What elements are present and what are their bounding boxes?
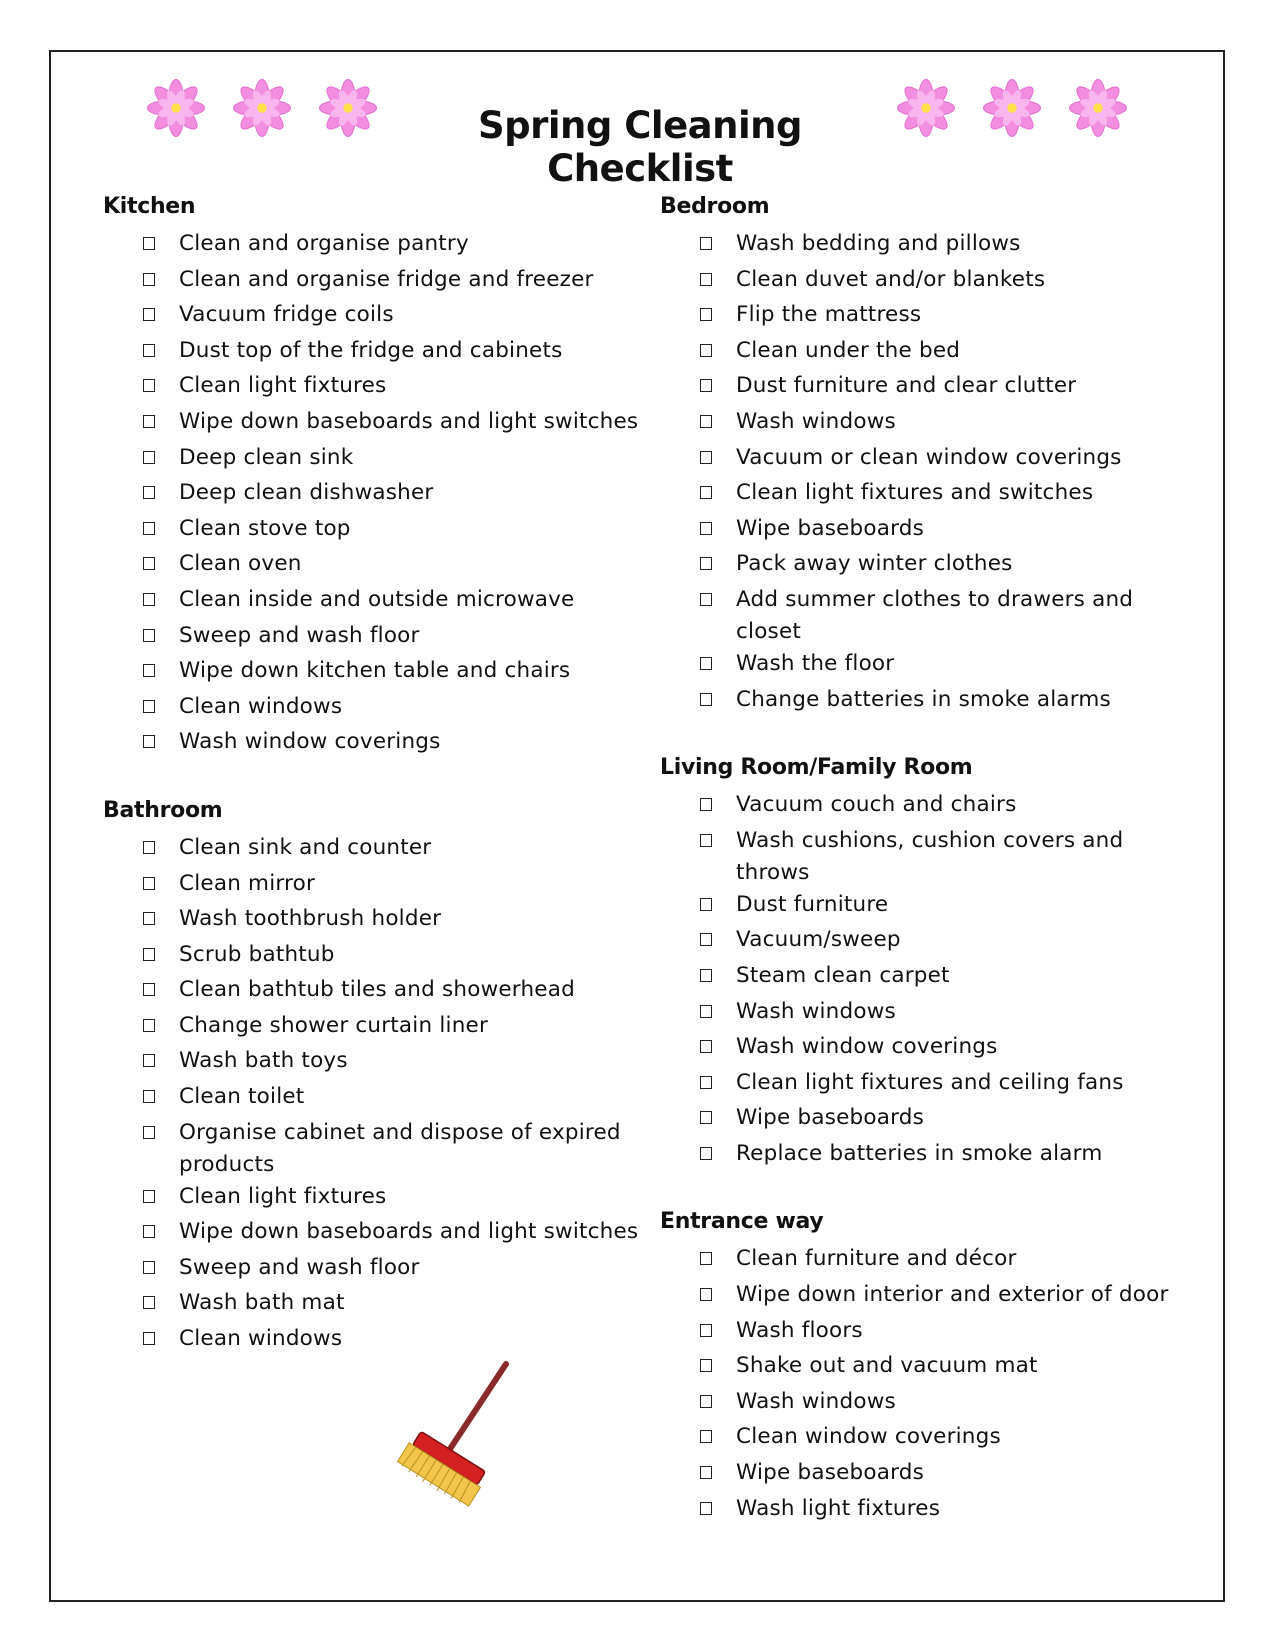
checklist-item[interactable] <box>143 726 643 762</box>
checkbox-icon[interactable] <box>700 415 712 428</box>
checklist-item[interactable] <box>143 1252 643 1288</box>
checkbox-icon[interactable] <box>143 1332 155 1345</box>
checklist-item[interactable] <box>700 1243 1200 1279</box>
section-title-bathroom: Bathroom <box>103 797 223 823</box>
checkbox-icon[interactable] <box>143 1296 155 1309</box>
checklist-item[interactable] <box>143 1323 643 1359</box>
section-bedroom <box>660 192 1200 719</box>
checkbox-icon[interactable] <box>143 877 155 890</box>
checkbox-icon[interactable] <box>143 1190 155 1203</box>
checkbox-icon[interactable] <box>143 593 155 606</box>
left-column <box>103 192 643 1393</box>
checklist-item-label: Clean light fixtures <box>179 1183 387 1209</box>
checklist-item-label: Wash bath toys <box>179 1048 348 1074</box>
checklist-item-label: Vacuum fridge coils <box>179 302 394 328</box>
checklist-item-label: Steam clean carpet <box>736 962 950 988</box>
checklist-item[interactable] <box>143 655 643 691</box>
checkbox-icon[interactable] <box>700 1111 712 1124</box>
checklist-item[interactable] <box>143 1181 643 1217</box>
checklist-item[interactable] <box>700 584 1200 648</box>
checklist-item-label: Dust top of the fridge and cabinets <box>179 337 563 363</box>
checklist-item-label: Wash windows <box>736 408 896 434</box>
flower-icon <box>136 70 216 146</box>
checklist-item[interactable] <box>700 299 1200 335</box>
checkbox-icon[interactable] <box>700 379 712 392</box>
checklist-item-label: Clean toilet <box>179 1084 305 1110</box>
section-bathroom <box>103 796 643 1359</box>
checklist-item[interactable] <box>700 889 1200 925</box>
checklist-item-label: Clean under the bed <box>736 337 961 363</box>
checklist-item[interactable] <box>143 1216 643 1252</box>
checkbox-icon[interactable] <box>143 308 155 321</box>
checkbox-icon[interactable] <box>143 273 155 286</box>
flower-icon <box>308 70 388 146</box>
checklist-item[interactable] <box>700 1279 1200 1315</box>
checkbox-icon[interactable] <box>143 983 155 996</box>
checklist-item[interactable] <box>700 264 1200 300</box>
checklist-item[interactable] <box>700 684 1200 720</box>
checklist-item-label: Clean light fixtures and switches <box>736 480 1094 506</box>
checkbox-icon[interactable] <box>143 1054 155 1067</box>
section-title-kitchen: Kitchen <box>103 194 196 219</box>
checklist-item-label: Shake out and vacuum mat <box>736 1353 1038 1379</box>
checklist-item-label: Change batteries in smoke alarms <box>736 686 1111 712</box>
checklist-item[interactable] <box>700 1350 1200 1386</box>
checkbox-icon[interactable] <box>143 379 155 392</box>
checkbox-icon[interactable] <box>700 522 712 535</box>
checklist-item[interactable] <box>143 228 643 264</box>
checklist-item-label: Vacuum or clean window coverings <box>736 444 1122 470</box>
checklist-item[interactable] <box>143 548 643 584</box>
checkbox-icon[interactable] <box>700 237 712 250</box>
checkbox-icon[interactable] <box>143 237 155 250</box>
checklist-item-label: Clean duvet and/or blankets <box>736 266 1046 292</box>
checklist-item[interactable] <box>700 825 1200 889</box>
page-title: Spring Cleaning Checklist <box>477 104 803 190</box>
section-kitchen <box>103 192 643 762</box>
checklist-item[interactable] <box>143 1287 643 1323</box>
checkbox-icon[interactable] <box>700 933 712 946</box>
checkbox-icon[interactable] <box>700 1502 712 1515</box>
checkbox-icon[interactable] <box>143 735 155 748</box>
checkbox-icon[interactable] <box>700 273 712 286</box>
checkbox-icon[interactable] <box>700 593 712 606</box>
checklist-item[interactable] <box>143 903 643 939</box>
checklist-item[interactable] <box>700 370 1200 406</box>
checkbox-icon[interactable] <box>700 1395 712 1408</box>
checklist-item-label: Wash light fixtures <box>736 1495 941 1521</box>
checklist-item[interactable] <box>143 406 643 442</box>
right-column <box>660 192 1200 1562</box>
checklist-item[interactable] <box>700 1493 1200 1529</box>
checkbox-icon[interactable] <box>700 898 712 911</box>
checklist-item-label: Wipe baseboards <box>736 1460 925 1486</box>
checklist-item-label: Sweep and wash floor <box>179 622 420 648</box>
checkbox-icon[interactable] <box>143 841 155 854</box>
checkbox-icon[interactable] <box>143 948 155 961</box>
checklist-item-label: Pack away winter clothes <box>736 551 1013 577</box>
checklist-item[interactable] <box>143 939 643 975</box>
checklist-item-label: Dust furniture <box>736 891 889 917</box>
checklist-item-label: Vacuum/sweep <box>736 927 901 953</box>
checklist-item-label: Wash bath mat <box>179 1290 345 1316</box>
flower-icon <box>1058 70 1138 146</box>
checkbox-icon[interactable] <box>700 1430 712 1443</box>
checklist-kitchen <box>103 228 643 762</box>
checklist-item-label: Clean inside and outside microwave <box>179 586 575 612</box>
checkbox-icon[interactable] <box>700 1252 712 1265</box>
checklist-item[interactable] <box>700 1102 1200 1138</box>
checklist-item[interactable] <box>700 924 1200 960</box>
checkbox-icon[interactable] <box>700 308 712 321</box>
checklist-item-label: Wipe down baseboards and light switches <box>179 1219 639 1245</box>
checklist-item-label: Sweep and wash floor <box>179 1254 420 1280</box>
checklist-item[interactable] <box>143 584 643 620</box>
checklist-item-label: Wipe baseboards <box>736 515 925 541</box>
checkbox-icon[interactable] <box>700 798 712 811</box>
checkbox-icon[interactable] <box>700 1466 712 1479</box>
checklist-item-label: Wash cushions, cushion covers and throws <box>736 827 1124 885</box>
checklist-item-label: Wash windows <box>736 1388 896 1414</box>
checkbox-icon[interactable] <box>700 486 712 499</box>
checkbox-icon[interactable] <box>143 557 155 570</box>
checklist-item[interactable] <box>143 442 643 478</box>
checklist-item[interactable] <box>143 974 643 1010</box>
checklist-item[interactable] <box>143 299 643 335</box>
checkbox-icon[interactable] <box>143 912 155 925</box>
checklist-item[interactable] <box>143 335 643 371</box>
checkbox-icon[interactable] <box>700 693 712 706</box>
checklist-item[interactable] <box>143 370 643 406</box>
checklist-item-label: Wipe baseboards <box>736 1105 925 1131</box>
checklist-item-label: Change shower curtain liner <box>179 1012 488 1038</box>
checkbox-icon[interactable] <box>700 1324 712 1337</box>
checklist-item[interactable] <box>143 513 643 549</box>
checklist-item-label: Clean and organise pantry <box>179 231 469 256</box>
checklist-item-label: Clean sink and counter <box>179 834 432 860</box>
checklist-item-label: Dust furniture and clear clutter <box>736 373 1077 399</box>
checkbox-icon[interactable] <box>143 1126 155 1139</box>
checklist-item-label: Deep clean dishwasher <box>179 480 434 506</box>
checklist-item[interactable] <box>700 1386 1200 1422</box>
checkbox-icon[interactable] <box>700 1288 712 1301</box>
checklist-item-label: Wash the floor <box>736 650 895 676</box>
checklist-item-label: Wash floors <box>736 1317 863 1343</box>
checklist-item[interactable] <box>700 228 1200 264</box>
checklist-item-label: Clean stove top <box>179 515 351 541</box>
checkbox-icon[interactable] <box>700 1359 712 1372</box>
checklist-item[interactable] <box>143 620 643 656</box>
checkbox-icon[interactable] <box>143 522 155 535</box>
checklist-item-label: Vacuum couch and chairs <box>736 792 1017 818</box>
checklist-item[interactable] <box>143 832 643 868</box>
checkbox-icon[interactable] <box>143 451 155 464</box>
checklist-item-label: Clean furniture and décor <box>736 1246 1017 1272</box>
checkbox-icon[interactable] <box>143 1225 155 1238</box>
checkbox-icon[interactable] <box>700 1076 712 1089</box>
checklist-item[interactable] <box>700 335 1200 371</box>
checklist-item-label: Wipe down baseboards and light switches <box>179 408 639 434</box>
checkbox-icon[interactable] <box>143 700 155 713</box>
checklist-item[interactable] <box>143 264 643 300</box>
checklist-item-label: Wipe down interior and exterior of door <box>736 1282 1169 1308</box>
checklist-item[interactable] <box>700 1315 1200 1351</box>
checklist-item-label: Clean mirror <box>179 870 315 896</box>
flower-row-left <box>136 70 388 146</box>
section-title-living-room: Living Room/Family Room <box>660 755 973 781</box>
checkbox-icon[interactable] <box>700 657 712 670</box>
checklist-item-label: Wash bedding and pillows <box>736 231 1021 256</box>
checkbox-icon[interactable] <box>143 1019 155 1032</box>
checklist-item[interactable] <box>700 442 1200 478</box>
checklist-item[interactable] <box>143 868 643 904</box>
checklist-item-label: Wash window coverings <box>179 729 441 755</box>
checkbox-icon[interactable] <box>700 1147 712 1160</box>
checklist-item-label: Flip the mattress <box>736 302 922 328</box>
checkbox-icon[interactable] <box>143 664 155 677</box>
checklist-item-label: Clean and organise fridge and freezer <box>179 266 594 292</box>
checklist-item[interactable] <box>700 1138 1200 1174</box>
checklist-item[interactable] <box>700 1457 1200 1493</box>
checklist-item-label: Clean windows <box>179 693 343 719</box>
checklist-item[interactable] <box>700 789 1200 825</box>
checklist-item-label: Clean light fixtures and ceiling fans <box>736 1069 1124 1095</box>
checklist-item-label: Organise cabinet and dispose of expired products <box>179 1119 621 1177</box>
section-living-room <box>660 753 1200 1173</box>
checkbox-icon[interactable] <box>700 344 712 357</box>
checkbox-icon[interactable] <box>700 451 712 464</box>
checklist-item[interactable] <box>700 477 1200 513</box>
checklist-item[interactable] <box>700 1421 1200 1457</box>
checklist-item-label: Clean window coverings <box>736 1424 1001 1450</box>
checkbox-icon[interactable] <box>143 1261 155 1274</box>
checklist-item-label: Replace batteries in smoke alarm <box>736 1140 1103 1166</box>
checklist-item-label: Add summer clothes to drawers and closet <box>736 586 1134 644</box>
section-title-bedroom: Bedroom <box>660 194 770 219</box>
checklist-item[interactable] <box>143 1117 643 1181</box>
checklist-bedroom <box>660 228 1200 719</box>
checklist-item[interactable] <box>700 960 1200 996</box>
checklist-item-label: Clean light fixtures <box>179 373 387 399</box>
checklist-item[interactable] <box>700 1031 1200 1067</box>
checkbox-icon[interactable] <box>143 415 155 428</box>
checkbox-icon[interactable] <box>700 557 712 570</box>
checkbox-icon[interactable] <box>700 969 712 982</box>
checklist-item[interactable] <box>700 406 1200 442</box>
checklist-item-label: Clean oven <box>179 551 302 577</box>
checklist-item-label: Deep clean sink <box>179 444 354 470</box>
checklist-item-label: Wipe down kitchen table and chairs <box>179 658 571 684</box>
checklist-living-room <box>660 789 1200 1173</box>
checklist-item-label: Wash windows <box>736 998 896 1024</box>
checklist-item[interactable] <box>700 513 1200 549</box>
checklist-item[interactable] <box>143 1010 643 1046</box>
checklist-item[interactable] <box>700 548 1200 584</box>
checkbox-icon[interactable] <box>143 486 155 499</box>
checklist-item[interactable] <box>143 477 643 513</box>
checklist-item-label: Clean bathtub tiles and showerhead <box>179 977 575 1003</box>
checkbox-icon[interactable] <box>700 1040 712 1053</box>
checkbox-icon[interactable] <box>143 629 155 642</box>
checkbox-icon[interactable] <box>700 1005 712 1018</box>
checklist-item-label: Scrub bathtub <box>179 941 335 967</box>
checklist-bathroom <box>103 832 643 1359</box>
flower-row-right <box>886 70 1138 146</box>
checklist-item[interactable] <box>143 1081 643 1117</box>
checkbox-icon[interactable] <box>143 344 155 357</box>
checkbox-icon[interactable] <box>700 834 712 847</box>
checklist-item[interactable] <box>700 996 1200 1032</box>
flower-icon <box>222 70 302 146</box>
checkbox-icon[interactable] <box>143 1090 155 1103</box>
flower-icon <box>972 70 1052 146</box>
section-title-entrance-way: Entrance way <box>660 1209 824 1235</box>
checklist-item-label: Wash window coverings <box>736 1034 998 1060</box>
checklist-item[interactable] <box>700 1067 1200 1103</box>
checklist-item-label: Clean windows <box>179 1326 343 1352</box>
checklist-entrance-way <box>660 1243 1200 1528</box>
section-entrance-way <box>660 1207 1200 1528</box>
checklist-item[interactable] <box>700 648 1200 684</box>
broom-icon <box>388 1360 528 1510</box>
checklist-item-label: Wash toothbrush holder <box>179 906 442 932</box>
checklist-item[interactable] <box>143 691 643 727</box>
checklist-item[interactable] <box>143 1045 643 1081</box>
